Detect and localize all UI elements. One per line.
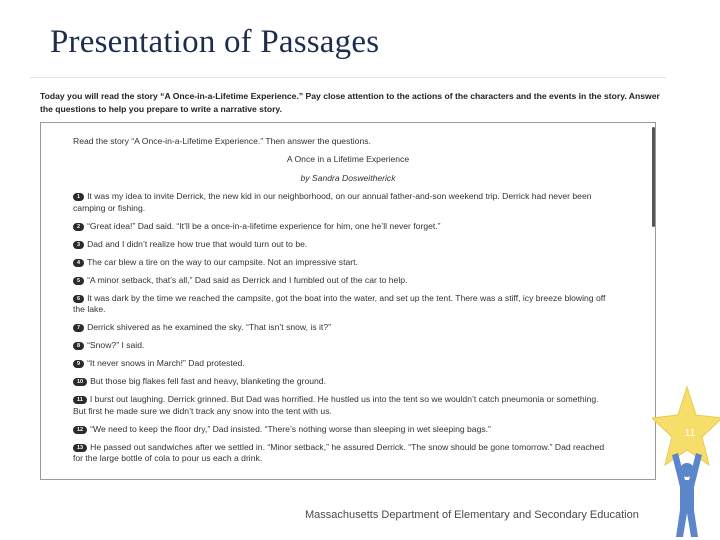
person-figure-icon <box>672 453 702 537</box>
story-paragraph <box>73 257 613 269</box>
story-paragraph <box>73 358 613 370</box>
paragraph-number-badge: 11 <box>73 396 87 404</box>
paragraph-text: It was dark by the time we reached the campsite, got the boat into the water, and set up the tent. There was a stiff, icy breeze blowing off the lake. <box>73 292 606 314</box>
paragraph-text: “Great idea!” Dad said. “It’ll be a once-in-a-lifetime experience for him, one he’ll never forget.” <box>87 220 441 231</box>
story-title: A Once in a Lifetime Experience <box>286 154 410 164</box>
story-author: by Sandra Dosweitherick <box>300 173 396 183</box>
star-mascot-icon <box>652 385 720 540</box>
story-paragraph <box>73 424 613 436</box>
instructions-text: Today you will read the story “A Once-in-a-Lifetime Experience.” Pay close attention to the actions of the characters and the events in the story. Answer the questions to help you prepare to write a narrative story. <box>40 91 660 114</box>
title-divider <box>30 77 666 78</box>
paragraph-number-badge: 4 <box>73 259 84 267</box>
page-number: 11 <box>684 428 696 439</box>
paragraph-number-badge: 8 <box>73 342 84 350</box>
paragraph-text: Dad and I didn’t realize how true that would turn out to be. <box>87 238 308 249</box>
story-paragraph <box>73 221 613 233</box>
paragraph-number-badge: 1 <box>73 193 84 201</box>
story-reader-panel[interactable] <box>40 122 656 480</box>
reader-intro: Read the story “A Once-in-a-Lifetime Experience.” Then answer the questions. <box>73 136 371 146</box>
story-paragraph <box>73 442 613 465</box>
paragraph-text: The car blew a tire on the way to our campsite. Not an impressive start. <box>87 256 358 267</box>
slide-title: Presentation of Passages <box>50 24 380 60</box>
paragraph-text: He passed out sandwiches after we settled in. “Minor setback,” he assured Derrick. “The snow should be gone tomorrow.” Dad reached for the large bottle of cola to pour us each a drink. <box>73 441 605 463</box>
story-paragraph <box>73 322 613 334</box>
paragraph-text: “Snow?” I said. <box>87 340 145 350</box>
paragraph-number-badge: 5 <box>73 277 84 285</box>
paragraph-text: It was my idea to invite Derrick, the new kid in our neighborhood, on our annual father-and-son weekend trip. Derrick had never been camping or fishing. <box>73 191 592 213</box>
paragraph-text: I burst out laughing. Derrick grinned. But Dad was horrified. He hustled us into the tent so we wouldn’t catch pneumonia or something. But first he made sure we didn’t track any snow into the tent with us. <box>73 394 599 416</box>
paragraph-number-badge: 6 <box>73 295 84 303</box>
paragraph-text: “A minor setback, that’s all,” Dad said as Derrick and I fumbled out of the car to help. <box>87 274 408 285</box>
footer-credit: Massachusetts Department of Elementary and Secondary Education <box>305 509 639 521</box>
paragraph-text: Derrick shivered as he examined the sky. “That isn’t snow, is it?” <box>87 322 331 332</box>
paragraph-number-badge: 9 <box>73 360 84 368</box>
paragraph-number-badge: 2 <box>73 223 84 231</box>
paragraph-number-badge: 10 <box>73 378 87 386</box>
story-paragraph <box>73 340 613 352</box>
paragraph-number-badge: 13 <box>73 444 87 452</box>
story-paragraph <box>73 394 613 417</box>
star-shape <box>652 387 720 465</box>
story-paragraph <box>73 275 613 287</box>
story-paragraph <box>73 376 613 388</box>
paragraph-text: “We need to keep the floor dry,” Dad insisted. “There’s nothing worse than sleeping in wet sleeping bags.” <box>90 423 491 434</box>
paragraph-text: But those big flakes fell fast and heavy, blanketing the ground. <box>90 376 326 386</box>
paragraph-number-badge: 3 <box>73 241 84 249</box>
story-paragraphs <box>73 191 613 471</box>
paragraph-text: “It never snows in March!” Dad protested. <box>87 358 245 368</box>
story-paragraph <box>73 239 613 251</box>
paragraph-number-badge: 7 <box>73 324 84 332</box>
paragraph-number-badge: 12 <box>73 426 87 434</box>
story-paragraph <box>73 191 613 214</box>
story-paragraph <box>73 293 613 316</box>
